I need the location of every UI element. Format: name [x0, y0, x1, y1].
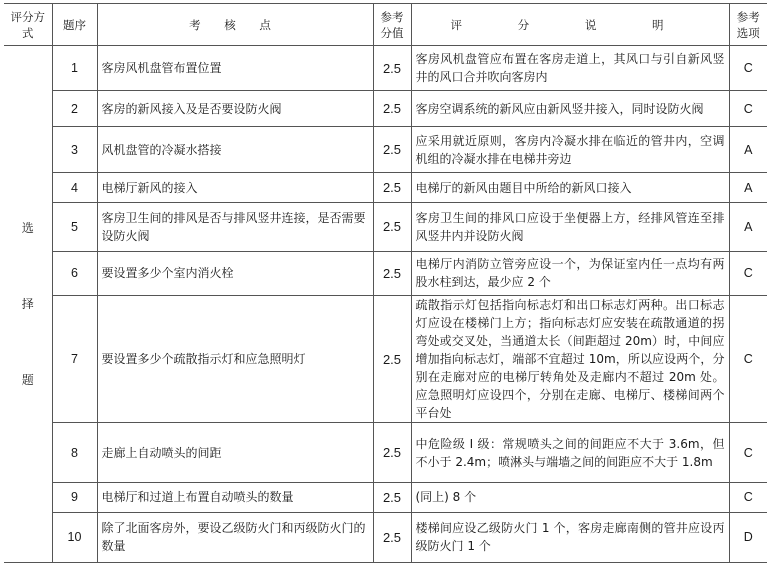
score-cell: 2.5: [373, 295, 411, 422]
score-cell: 2.5: [373, 173, 411, 202]
desc-cell: 客房空调系统的新风应由新风竖井接入，同时设防火阀: [411, 91, 729, 127]
score-cell: 2.5: [373, 202, 411, 251]
point-cell: 除了北面客房外，要设乙级防火门和丙级防火门的数量: [97, 512, 373, 562]
seq-cell: 8: [52, 423, 97, 482]
table-row: [4, 202, 767, 251]
seq-cell: 9: [52, 482, 97, 512]
seq-cell: 2: [52, 91, 97, 127]
option-cell: C: [729, 91, 767, 127]
point-cell: 客房卫生间的排风是否与排风竖井连接，是否需要设防火阀: [97, 202, 373, 251]
score-cell: 2.5: [373, 91, 411, 127]
score-cell: 2.5: [373, 46, 411, 91]
option-cell: C: [729, 251, 767, 295]
table-row: [4, 482, 767, 512]
header-point: 考 核 点: [97, 4, 373, 46]
option-cell: D: [729, 512, 767, 562]
option-cell: A: [729, 127, 767, 173]
header-desc: 评 分 说 明: [411, 4, 729, 46]
desc-cell: 电梯厅内消防立管旁应设一个，为保证室内任一点均有两股水柱到达，最少应 2 个: [411, 251, 729, 295]
desc-cell: 客房卫生间的排风口应设于坐便器上方，经排风管连至排风竖井内并设防火阀: [411, 202, 729, 251]
score-cell: 2.5: [373, 127, 411, 173]
desc-cell: 中危险级 I 级：常规喷头之间的间距应不大于 3.6m，但不小于 2.4m；喷淋头与端墙之间的间距应不大于 1.8m: [411, 423, 729, 482]
table-row: [4, 46, 767, 91]
point-cell: 客房风机盘管布置位置: [97, 46, 373, 91]
seq-cell: 7: [52, 295, 97, 422]
table-row: [4, 512, 767, 562]
seq-cell: 6: [52, 251, 97, 295]
header-seq: 题序: [52, 4, 97, 46]
desc-cell: 应采用就近原则，客房内冷凝水排在临近的管井内，空调机组的冷凝水排在电梯井旁边: [411, 127, 729, 173]
seq-cell: 10: [52, 512, 97, 562]
header-row: [4, 4, 767, 46]
desc-cell: 电梯厅的新风由题目中所给的新风口接入: [411, 173, 729, 202]
method-char-3: 题: [21, 373, 34, 387]
header-method: 评分方式: [4, 4, 52, 46]
table-row: [4, 173, 767, 202]
header-option: 参考选项: [729, 4, 767, 46]
point-cell: 客房的新风接入及是否要设防火阀: [97, 91, 373, 127]
point-cell: 要设置多少个室内消火栓: [97, 251, 373, 295]
score-cell: 2.5: [373, 423, 411, 482]
point-cell: 要设置多少个疏散指示灯和应急照明灯: [97, 295, 373, 422]
point-cell: 电梯厅新风的接入: [97, 173, 373, 202]
seq-cell: 1: [52, 46, 97, 91]
option-cell: A: [729, 173, 767, 202]
table-row: [4, 91, 767, 127]
desc-cell: (同上) 8 个: [411, 482, 729, 512]
point-cell: 电梯厅和过道上布置自动喷头的数量: [97, 482, 373, 512]
table-row: [4, 127, 767, 173]
table-row: [4, 423, 767, 482]
option-cell: A: [729, 202, 767, 251]
point-cell: 风机盘管的冷凝水搭接: [97, 127, 373, 173]
method-char-2: 择: [21, 297, 34, 311]
header-score: 参考分值: [373, 4, 411, 46]
score-cell: 2.5: [373, 251, 411, 295]
method-char-1: 选: [21, 221, 34, 235]
option-cell: C: [729, 46, 767, 91]
seq-cell: 3: [52, 127, 97, 173]
table-row: [4, 251, 767, 295]
desc-cell: 客房风机盘管应布置在客房走道上，其风口与引自新风竖井的风口合并吹向客房内: [411, 46, 729, 91]
seq-cell: 4: [52, 173, 97, 202]
scoring-table: [4, 3, 767, 563]
option-cell: C: [729, 423, 767, 482]
table-row: [4, 295, 767, 422]
score-cell: 2.5: [373, 482, 411, 512]
scoring-table-wrapper: [4, 3, 767, 563]
desc-cell: 疏散指示灯包括指向标志灯和出口标志灯两种。出口标志灯应设在楼梯门上方；指向标志灯应安装在疏散通道的拐弯处或交叉处，当通道太长（间距超过 20m）时，中间应增加指向标志灯，端部不宜超过 10m，所以应设两个，分别在走廊对应的电梯厅转角处及走廊内不超过 20m 处。应急照明灯应设四个，分别在走廊、电梯厅、楼梯间两个平台处: [411, 295, 729, 422]
option-cell: C: [729, 295, 767, 422]
method-cell: [4, 46, 52, 563]
seq-cell: 5: [52, 202, 97, 251]
point-cell: 走廊上自动喷头的间距: [97, 423, 373, 482]
desc-cell: 楼梯间应设乙级防火门 1 个，客房走廊南侧的管井应设丙级防火门 1 个: [411, 512, 729, 562]
option-cell: C: [729, 482, 767, 512]
score-cell: 2.5: [373, 512, 411, 562]
